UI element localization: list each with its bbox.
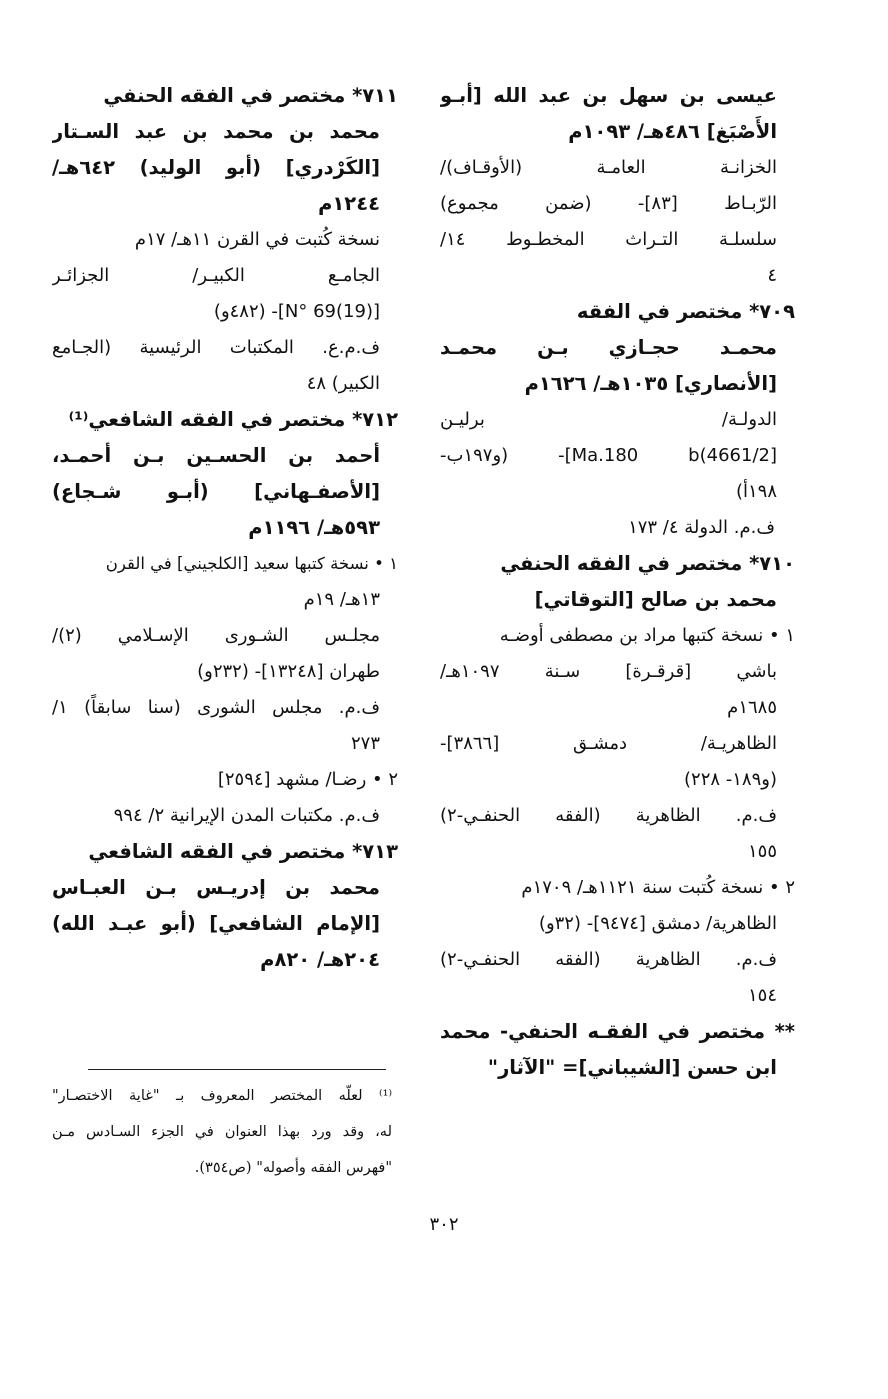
entry-line: الرّبـاط [٨٣]- (ضمن مجموع)	[440, 193, 777, 214]
entry-line: ف.م.ع. المكتبات الرئيسية (الجـامع	[52, 337, 380, 358]
footnote-line: ⁽¹⁾ لعلّه المختصر المعروف بـ "غاية الاختصـار"	[52, 1088, 392, 1104]
left-column	[52, 78, 398, 978]
entry-line: ف.م. مكتبات المدن الإيرانية ٢/ ٩٩٤	[113, 805, 380, 826]
page-number: ٣٠٢	[429, 1214, 459, 1235]
entry-line: محمد بن محمد بن عبد السـتار	[52, 120, 380, 143]
entry-line: محمد بن صالح [التوقاتي]	[534, 588, 777, 611]
entry-line: ١٢٤٤م	[318, 192, 380, 215]
entry-line: ١٦٨٥م	[727, 697, 777, 718]
entry-line: ف.م. مجلس الشورى (سنا سابقاً) ١/	[52, 697, 380, 718]
entry-line: ١٥٤	[747, 985, 777, 1006]
entry-line: ف.م. الظاهرية (الفقه الحنفـي-٢)	[440, 949, 777, 970]
entry-line: ٧١٣* مختصر في الفقه الشافعي	[88, 840, 398, 863]
entry-line: محمـد حجـازي بـن محمـد	[440, 336, 777, 359]
entry-line: [الكَرْدري] (أبو الوليد) ٦٤٢هـ/	[52, 156, 380, 179]
entry-line: [الأصفـهاني] (أبـو شـجاع)	[52, 480, 380, 503]
entry-line: الأَصْبَغ] ٤٨٦هـ/ ١٠٩٣م	[568, 120, 777, 143]
entry-line: ٢ • نسخة كُتبت سنة ١١٢١هـ/ ١٧٠٩م	[521, 877, 795, 898]
entry-line: ١ • نسخة كتبها سعيد [الكلجيني] في القرن	[105, 554, 398, 573]
entry-line: عيسى بن سهل بن عبد الله [أبـو	[440, 84, 777, 107]
entry-line: سلسلـة التـراث المخطـوط ١٤/	[440, 229, 777, 250]
entry-line: ١٣هـ/ ١٩م	[303, 589, 380, 610]
entry-line: (و١٨٩- ٢٢٨)	[684, 769, 777, 790]
entry-line: ١٩٨أ)	[735, 481, 777, 502]
entry-line: [الأنصاري] ١٠٣٥هـ/ ١٦٢٦م	[524, 372, 777, 395]
entry-line: طهران [١٣٢٤٨]- (٢٣٢و)	[197, 661, 380, 682]
entry-line: نسخة كُتبت في القرن ١١هـ/ ١٧م	[134, 229, 380, 250]
entry-line: أحمد بن الحسـين بـن أحمـد،	[52, 444, 380, 467]
footnote-line: له، وقد ورد بهذا العنوان في الجزء السـادس مـن	[52, 1124, 392, 1140]
entry-line: ف.م. الدولة ٤/ ١٧٣	[628, 517, 775, 538]
entry-line: [N° 69(19)]- (٤٨٢و)	[213, 301, 380, 322]
entry-line: ٧١٠* مختصر في الفقه الحنفي	[500, 552, 795, 575]
entry-line: ٧١١* مختصر في الفقه الحنفي	[103, 84, 398, 107]
entry-line: ٥٩٣هـ/ ١١٩٦م	[248, 516, 380, 539]
entry-line: الخزانـة العامـة (الأوقـاف)/	[440, 157, 777, 178]
entry-line: ف.م. الظاهرية (الفقه الحنفـي-٢)	[440, 805, 777, 826]
entry-line: [الإمام الشافعي] (أبو عبـد الله)	[52, 912, 380, 935]
entry-line: الظاهريـة/ دمشـق [٣٨٦٦]-	[440, 733, 777, 754]
entry-line: ابن حسن [الشيباني]= "الآثار"	[487, 1056, 777, 1079]
entry-line: محمد بن إدريـس بـن العبـاس	[52, 876, 380, 899]
entry-line: الظاهرية/ دمشق [٩٤٧٤]- (٣٢و)	[538, 913, 777, 934]
entry-line: ٢ • رضـا/ مشهد [٢٥٩٤]	[217, 769, 398, 790]
entry-line: ** مختصر في الفقـه الحنفي- محمد	[440, 1020, 795, 1043]
entry-line: ٤	[767, 265, 777, 286]
entry-line: الجامـع الكبيـر/ الجزائـر	[52, 265, 380, 286]
entry-line: ٢٠٤هـ/ ٨٢٠م	[260, 948, 380, 971]
entry-line: الكبير) ٤٨	[306, 373, 380, 394]
entry-line: ١٥٥	[747, 841, 777, 862]
entry-line: مجلـس الشـورى الإسـلامي (٢)/	[52, 625, 380, 646]
footnote	[52, 1078, 392, 1186]
footnote-line: "فهرس الفقه وأصوله" (ص٣٥٤).	[194, 1160, 392, 1176]
entry-line: الدولـة/ برليـن	[440, 409, 777, 430]
entry-line: ٧٠٩* مختصر في الفقه	[576, 300, 795, 323]
entry-line: باشي [قرقـرة] سـنة ١٠٩٧هـ/	[440, 661, 777, 682]
right-column	[440, 78, 795, 1086]
entry-line: ٢٧٣	[350, 733, 380, 754]
entry-line: ١ • نسخة كتبها مراد بن مصطفى أوضـه	[499, 625, 795, 646]
entry-line: [4661/2)Ma.180 b]- (و١٩٧ب-	[440, 445, 777, 466]
entry-line: ٧١٢* مختصر في الفقه الشافعي⁽¹⁾	[68, 408, 398, 431]
footnote-separator	[88, 1069, 386, 1070]
